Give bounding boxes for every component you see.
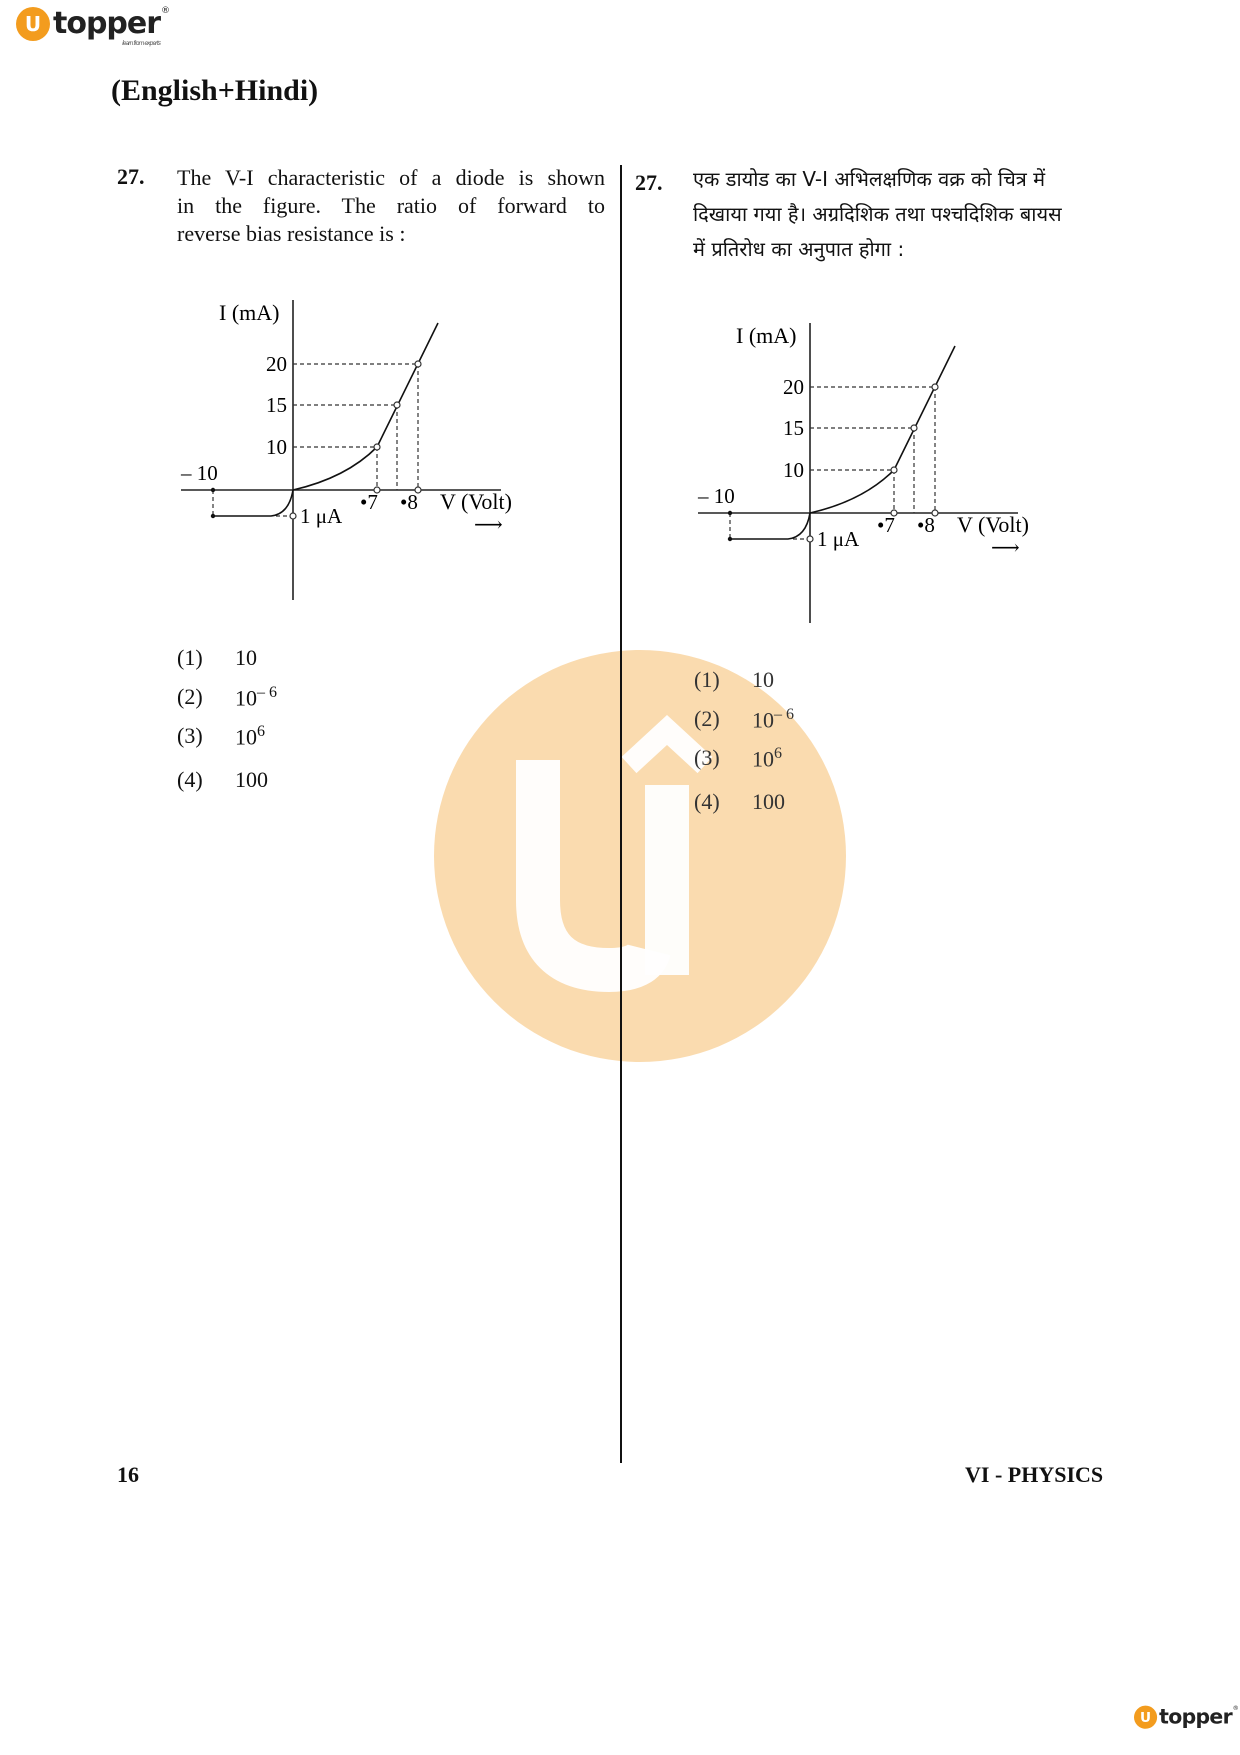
option-2[interactable] [177,684,277,723]
brand-logo [16,6,170,47]
question-line: दिखाया गया है। अग्रदिशिक तथा पश्चदिशिक बायस [693,202,1062,226]
logo-wordmark [1159,1705,1239,1729]
y-tick-label: 20 [783,375,804,399]
question-number-en: 27. [117,164,145,189]
y-axis-label: I (mA) [736,323,797,348]
option-base: 10 [752,707,774,733]
graph-curve [730,346,955,539]
option-base: 10 [752,746,774,772]
reverse-current-label: 1 μA [300,504,343,528]
graph-axes [181,300,501,600]
option-value [752,667,774,706]
graph-guides [213,364,418,516]
logo-u-icon: U [1134,1705,1157,1728]
option-number: (4) [177,767,203,792]
vi-graph-en [176,290,536,610]
x-axis-label: V (Volt) [440,489,512,514]
option-number: (4) [694,789,720,814]
options-en [177,645,277,806]
option-1[interactable] [694,667,794,706]
x-axis-label: V (Volt) [957,512,1029,537]
graph-neg-point [211,514,215,518]
option-base: 10 [235,724,257,750]
option-number: (3) [694,745,720,770]
x-axis-arrow: ⟶ [474,514,503,536]
graph-curve [213,323,438,516]
vi-graph-hi [693,313,1053,633]
page-number: 16 [117,1462,139,1487]
option-number: (1) [177,645,203,670]
question-line: एक डायोड का V-I अभिलक्षणिक वक्र को चित्र में [693,167,1046,191]
option-3[interactable] [694,745,794,789]
subject-footer: VI - PHYSICS [965,1462,1104,1487]
option-value [752,789,785,828]
logo-text: topper [1159,1705,1232,1729]
option-4[interactable] [694,789,794,828]
option-exponent: 6 [774,745,782,762]
logo-text: topper [53,6,161,41]
graph-neg-point [211,488,215,492]
options-hi [694,667,794,828]
x-tick-label: •7 [877,513,895,537]
page-title: (English+Hindi) [111,74,319,107]
y-tick-label: 10 [783,458,804,482]
column-divider [620,165,622,1463]
option-value [235,645,257,684]
question-text-en [177,164,605,248]
graph-neg-point [728,537,732,541]
reverse-current-label: 1 μA [817,527,860,551]
option-base: 10 [752,667,774,692]
option-number: (2) [177,684,203,709]
option-3[interactable] [177,723,277,767]
option-number: (1) [694,667,720,692]
neg-voltage-label: – 10 [181,461,218,485]
option-base: 10 [235,645,257,670]
option-value [235,723,265,767]
logo-u-icon: U [16,7,50,41]
question-line: in the figure. The ratio of forward to [177,193,605,218]
option-number: (3) [177,723,203,748]
question-line: The V-I characteristic of a diode is shown [177,165,605,190]
option-base: 100 [752,789,785,814]
neg-voltage-label: – 10 [698,484,735,508]
question-number-hi: 27. [635,170,663,195]
y-tick-label: 10 [266,435,287,459]
option-exponent: – 6 [257,684,277,701]
y-tick-label: 15 [266,393,287,417]
question-line: reverse bias resistance is : [177,221,406,246]
logo-tagline: learn from experts [122,40,161,47]
option-exponent: 6 [257,723,265,740]
option-base: 10 [235,685,257,711]
option-2[interactable] [694,706,794,745]
question-line: में प्रतिरोध का अनुपात होगा : [693,237,905,261]
option-base: 100 [235,767,268,792]
brand-logo-small [1134,1705,1239,1729]
x-tick-label: •8 [400,490,418,514]
option-number: (2) [694,706,720,731]
y-axis-label: I (mA) [219,300,280,325]
option-1[interactable] [177,645,277,684]
x-tick-label: •8 [917,513,935,537]
logo-reg-mark: ® [1232,1705,1239,1712]
graph-neg-point [728,511,732,515]
y-tick-label: 15 [783,416,804,440]
y-tick-label: 20 [266,352,287,376]
graph-guides [730,387,935,539]
graph-axes [698,323,1018,623]
x-axis-arrow: ⟶ [991,537,1020,559]
option-value [235,684,277,723]
option-value [752,745,782,789]
logo-reg-mark: ® [161,6,170,16]
logo-wordmark [53,6,170,47]
x-tick-label: •7 [360,490,378,514]
option-value [235,767,268,806]
question-text-hi [693,162,1128,267]
option-4[interactable] [177,767,277,806]
option-value [752,706,794,745]
option-exponent: – 6 [774,706,794,723]
